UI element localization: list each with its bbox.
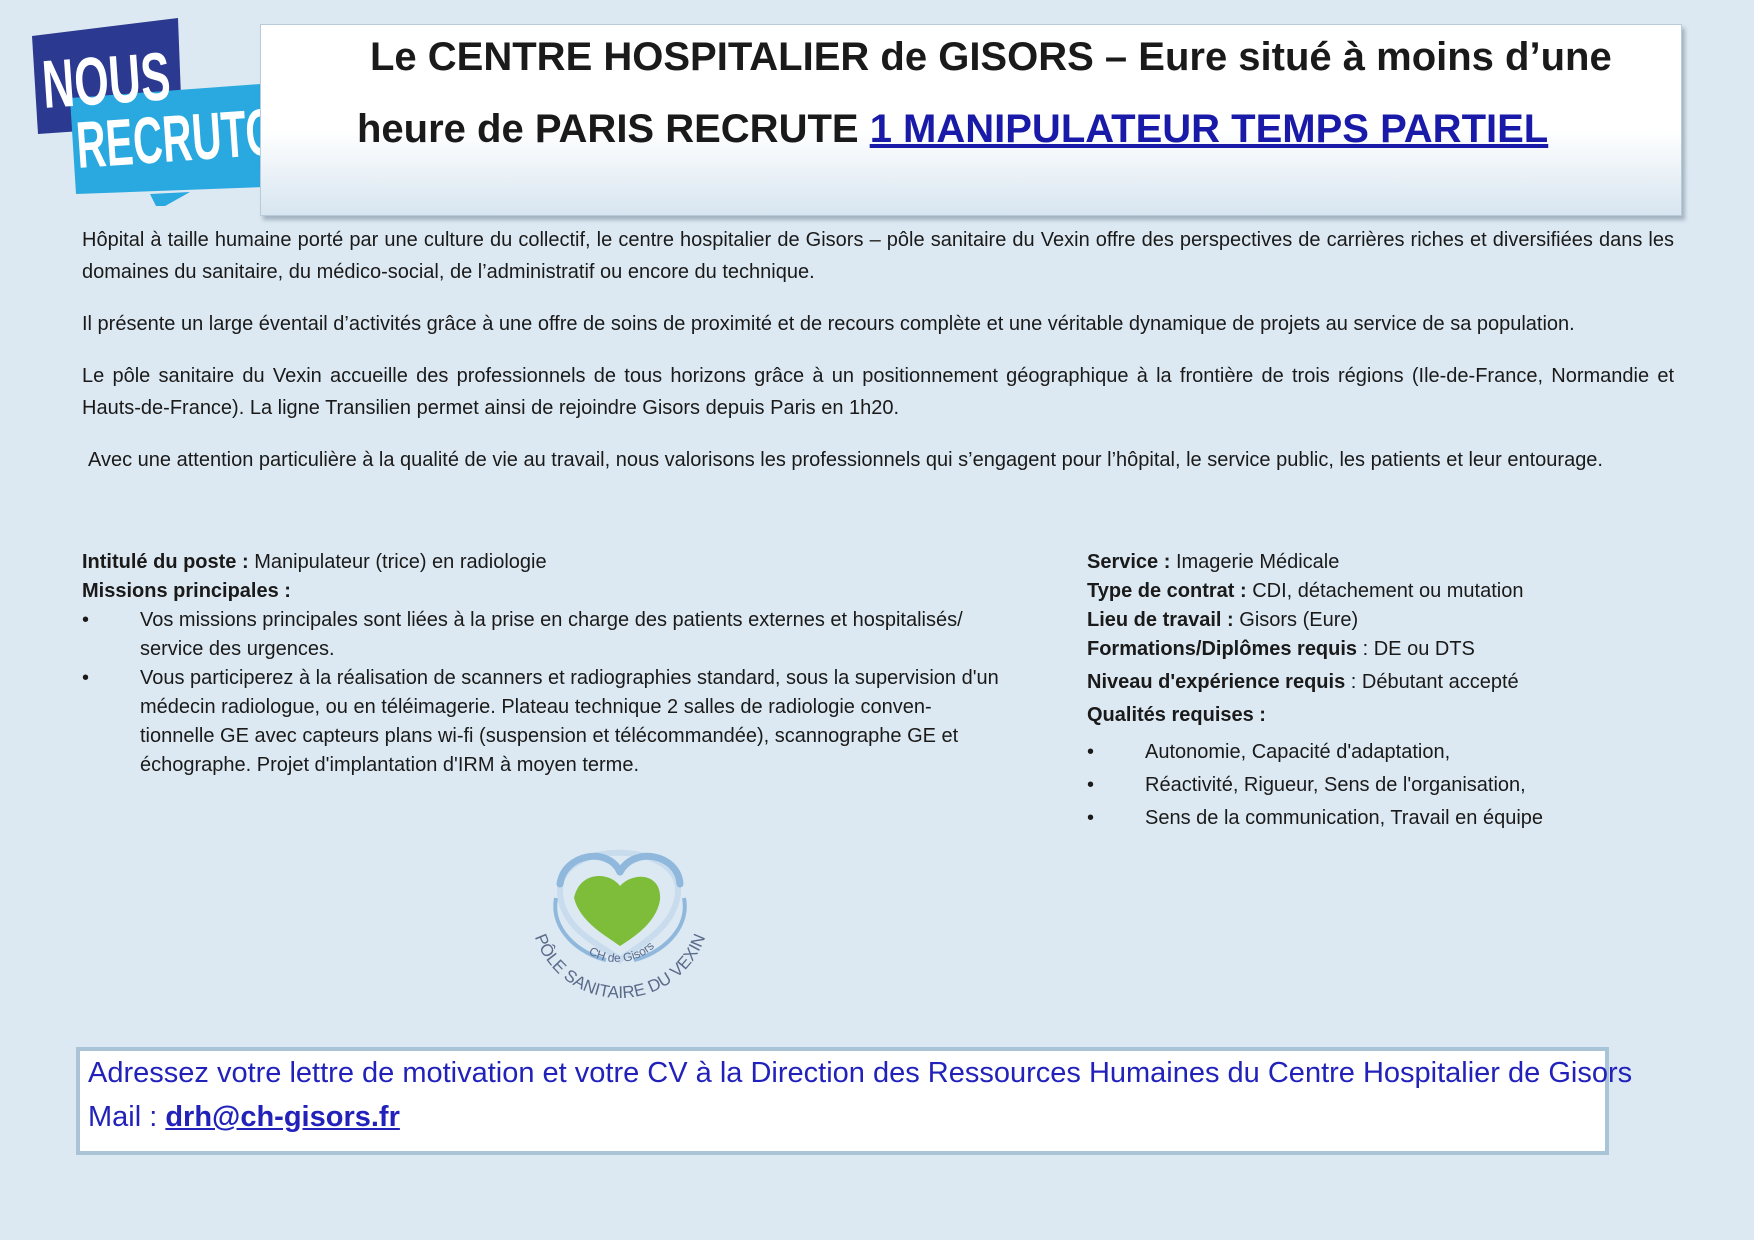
job-title-link[interactable]: 1 MANIPULATEUR TEMPS PARTIEL: [869, 107, 1549, 151]
logo-line1: NOUS: [39, 33, 242, 123]
intro-paragraph-2: Il présente un large éventail d’activités grâce à une offre de soins de proximité et de recours complète et une véritable dynamique de projets au service de sa population.: [82, 313, 1575, 335]
list-item: [1087, 802, 1727, 835]
logo-line2: RECRUTONS: [73, 79, 350, 182]
email-link[interactable]: drh@ch-gisors.fr: [165, 1101, 400, 1133]
experience-label: Niveau d'expérience requis: [1087, 671, 1346, 693]
job-title-row: [82, 548, 1002, 577]
service-label: Service :: [1087, 551, 1171, 573]
quality-text: Autonomie, Capacité d'adaptation,: [1145, 741, 1451, 763]
hospital-seal-logo: [520, 820, 720, 1010]
header-banner: [260, 24, 1682, 216]
missions-heading: Missions principales :: [82, 580, 291, 602]
qualities-list: [1087, 736, 1727, 835]
mission-text: Vos missions principales sont liées à la prise en charge des patients externes et hospitalisés/ service des urgences.: [140, 609, 963, 660]
contact-box: [76, 1047, 1633, 1155]
bullet-icon: •: [1087, 774, 1095, 796]
experience-row: [1087, 668, 1727, 697]
intro-paragraph-3: Le pôle sanitaire du Vexin accueille des professionnels de tous horizons grâce à un positionnement géographique à la frontière de trois régions (Ile-de-France, Normandie et Hauts-de-France). La ligne Transilien permet ainsi de rejoindre Gisors depuis Paris en 1h20.: [82, 365, 1674, 419]
job-title-value: Manipulateur (trice) en radiologie: [248, 551, 547, 573]
list-item: [82, 606, 1002, 664]
diploma-value: : DE ou DTS: [1357, 638, 1475, 660]
bullet-icon: •: [1087, 741, 1095, 763]
header-line2: [357, 107, 1548, 152]
list-item: [1087, 769, 1727, 802]
quality-text: Sens de la communication, Travail en équipe: [1145, 807, 1544, 829]
mail-label: Mail :: [88, 1101, 166, 1133]
location-value: Gisors (Eure): [1233, 609, 1359, 631]
header-line2-prefix: heure de PARIS RECRUTE: [357, 107, 870, 151]
list-item: [82, 664, 1002, 780]
bullet-icon: •: [1087, 807, 1095, 829]
header-line1: Le CENTRE HOSPITALIER de GISORS – Eure situé à moins d’une: [370, 35, 1612, 79]
contract-label: Type de contrat :: [1087, 580, 1247, 602]
diploma-label: Formations/Diplômes requis: [1087, 638, 1358, 660]
bullet-icon: •: [82, 609, 90, 631]
quality-text: Réactivité, Rigueur, Sens de l'organisation,: [1145, 774, 1526, 796]
job-details: [1087, 548, 1727, 835]
experience-value: : Débutant accepté: [1345, 671, 1519, 693]
diploma-row: [1087, 635, 1727, 664]
bullet-icon: •: [82, 667, 90, 689]
service-row: [1087, 548, 1727, 577]
location-row: [1087, 606, 1727, 635]
contract-row: [1087, 577, 1727, 606]
missions-list: [82, 606, 1002, 780]
intro-paragraph-1: Hôpital à taille humaine porté par une culture du collectif, le centre hospitalier de Gisors – pôle sanitaire du Vexin offre des perspectives de carrières riches et diversifiées dans les domaines du sanitaire, du médico-social, de l’administratif ou encore du technique.: [82, 229, 1674, 283]
qualities-heading: Qualités requises :: [1087, 704, 1266, 726]
list-item: [1087, 736, 1727, 769]
location-label: Lieu de travail :: [1087, 609, 1234, 631]
intro-paragraph-4: Avec une attention particulière à la qualité de vie au travail, nous valorisons les professionnels qui s’engagent pour l’hôpital, le service public, les patients et leur entourage.: [88, 449, 1603, 471]
seal-outer-text: PÔLE SANITAIRE DU VEXIN: [530, 931, 710, 1003]
seal-inner-text: CH de Gisors: [586, 938, 657, 966]
job-title-label: Intitulé du poste :: [82, 551, 249, 573]
service-value: Imagerie Médicale: [1170, 551, 1340, 573]
intro-section: [82, 224, 1674, 496]
contract-value: CDI, détachement ou mutation: [1246, 580, 1524, 602]
job-description: [82, 548, 1002, 780]
contact-mail-row: [88, 1101, 400, 1134]
mission-text: Vous participerez à la réalisation de scanners et radiographies standard, sous la supervision d'un médecin radiologue, ou en téléimagerie. Plateau technique 2 salles de radiologie conven-tionnelle GE avec capteurs plans wi-fi (suspension et télécommandée), scannographe GE et échographe. Projet d'implantation d'IRM à moyen terme.: [140, 667, 999, 776]
contact-instruction: Adressez votre lettre de motivation et votre CV à la Direction des Ressources Humaines du Centre Hospitalier de Gisors: [88, 1057, 1633, 1089]
